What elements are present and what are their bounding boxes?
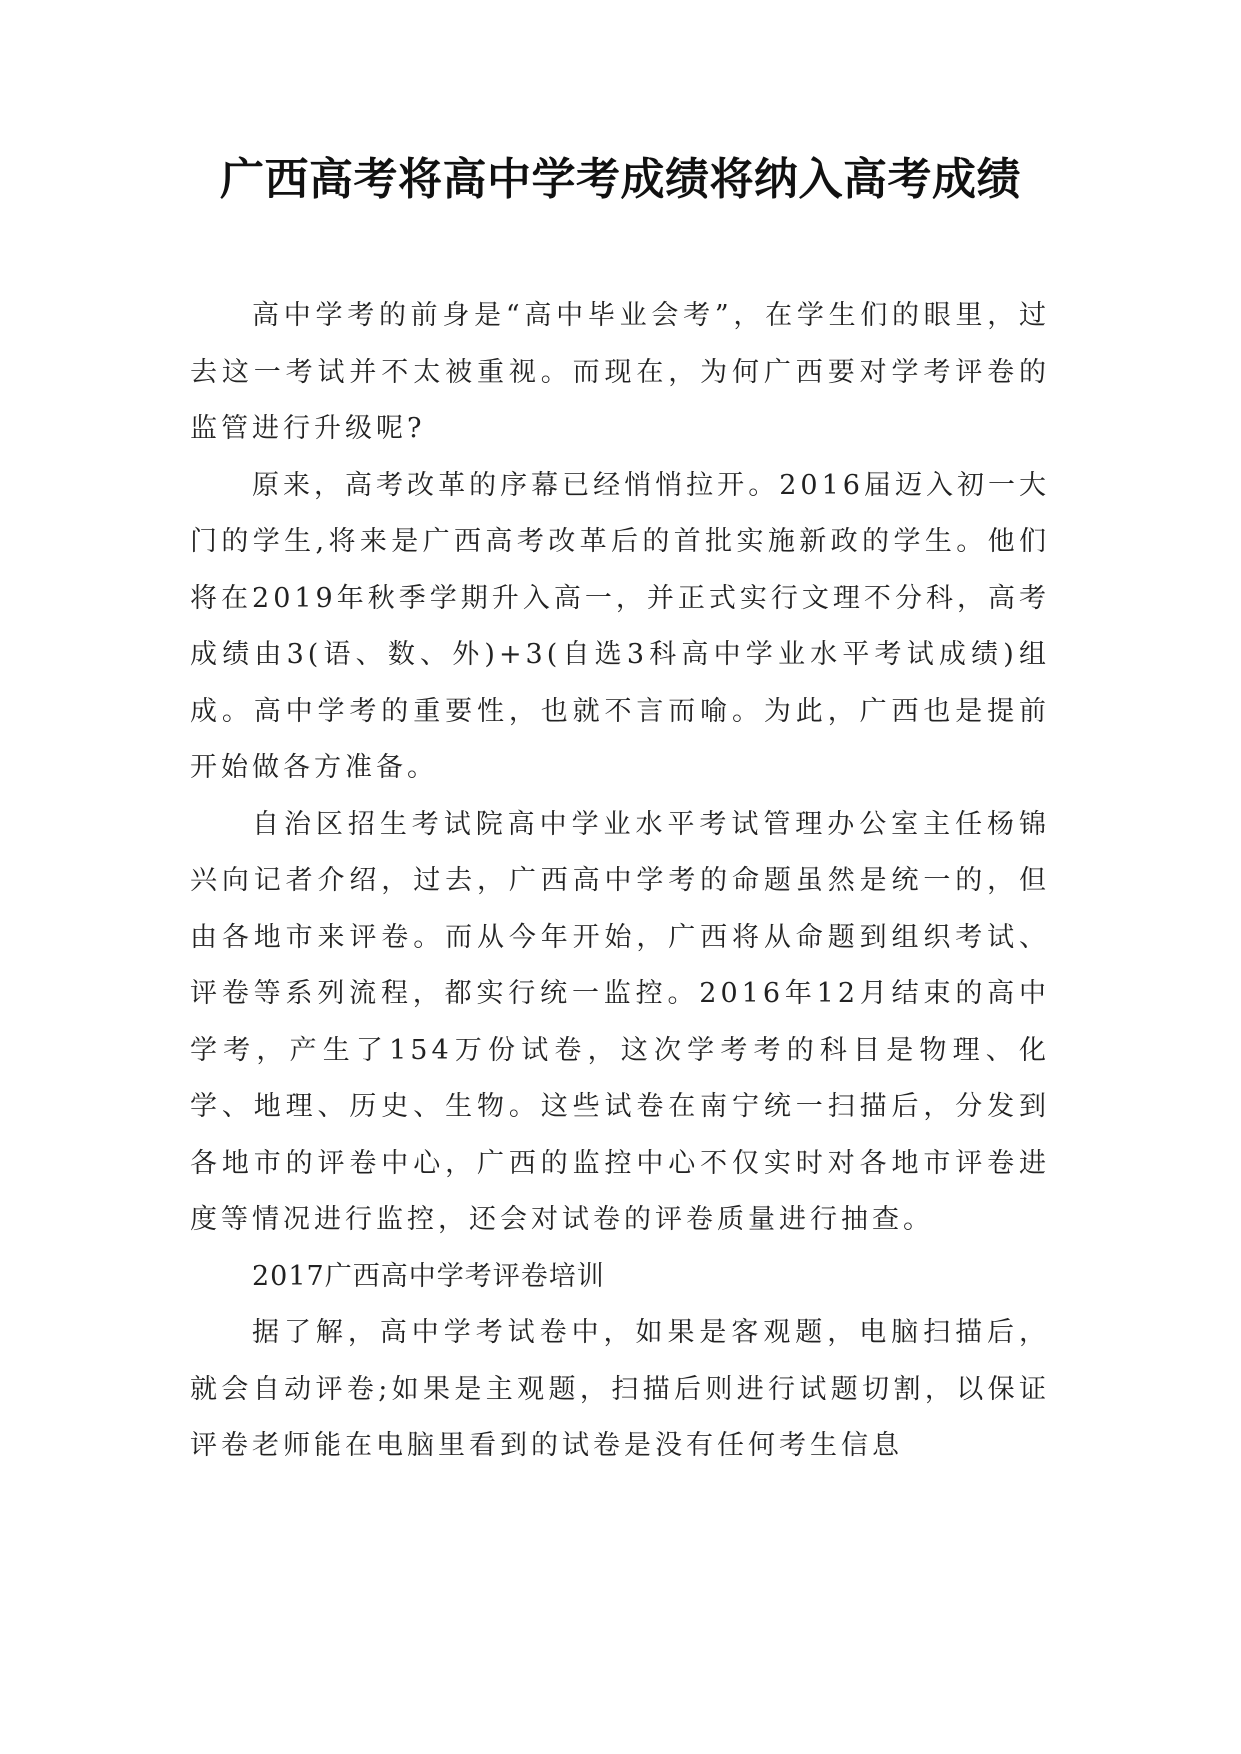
paragraph-2: 原来，高考改革的序幕已经悄悄拉开。2016届迈入初一大门的学生,将来是广西高考改革后的首批实施新政的学生。他们将在2019年秋季学期升入高一，并正式实行文理不分科，高考成绩由3(语、数、外)+3(自选3科高中学业水平考试成绩)组成。高中学考的重要性，也就不言而喻。为此，广西也是提前开始做各方准备。: [190, 469, 1050, 783]
paragraph-5: 据了解，高中学考试卷中，如果是客观题，电脑扫描后，就会自动评卷;如果是主观题，扫描后则进行试题切割，以保证评卷老师能在电脑里看到的试卷是没有任何考生信息: [190, 1317, 1050, 1461]
document-body: [190, 288, 1050, 1475]
document-title: 广西高考将高中学考成绩将纳入高考成绩: [220, 154, 1021, 205]
paragraph-1: 高中学考的前身是“高中毕业会考”，在学生们的眼里，过去这一考试并不太被重视。而现在，为何广西要对学考评卷的监管进行升级呢?: [190, 300, 1050, 444]
paragraph-subheading: 2017广西高中学考评卷培训: [252, 1260, 605, 1292]
paragraph-3: 自治区招生考试院高中学业水平考试管理办公室主任杨锦兴向记者介绍，过去，广西高中学考的命题虽然是统一的，但由各地市来评卷。而从今年开始，广西将从命题到组织考试、评卷等系列流程，都实行统一监控。2016年12月结束的高中学考，产生了154万份试卷，这次学考考的科目是物理、化学、地理、历史、生物。这些试卷在南宁统一扫描后，分发到各地市的评卷中心，广西的监控中心不仅实时对各地市评卷进度等情况进行监控，还会对试卷的评卷质量进行抽查。: [190, 808, 1050, 1235]
